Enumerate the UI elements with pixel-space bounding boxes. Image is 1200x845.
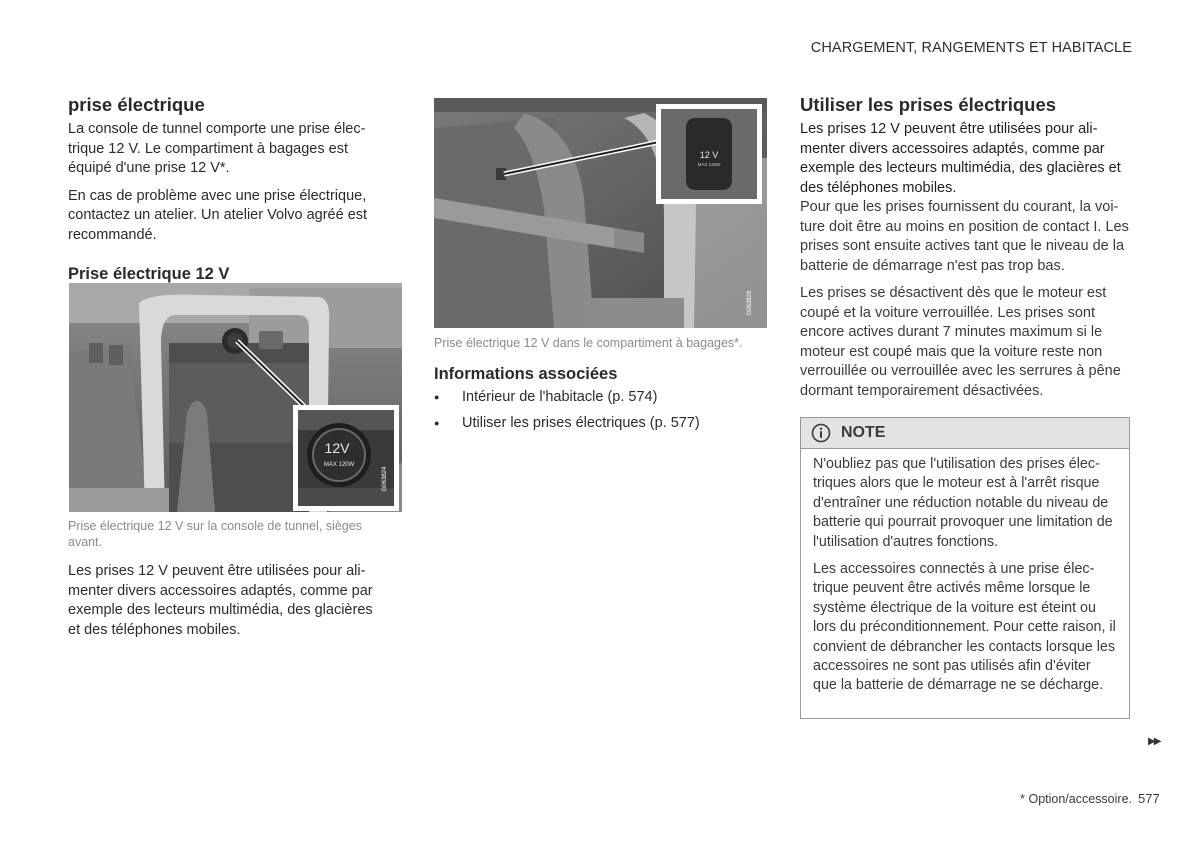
info-icon — [811, 423, 831, 443]
right-column — [800, 94, 1132, 401]
note-paragraph-1: N'oubliez pas que l'utilisation des prises électriques alors que le moteur est à l'arrêt risque d'entraîner une réduction notable du niveau de batterie qui pourrait provoquer une limitation de l'utilisation d'autres fonctions. — [813, 456, 1113, 550]
left-column — [68, 94, 388, 284]
middle-column — [434, 335, 769, 436]
right-paragraph-3: Les prises se désactivent dès que le moteur est coupé et la voiture verrouillée. Les prises sont encore actives durant 7 minutes maximum si le moteur est coupé mais que la voiture reste non verrouillée ou verrouillée avec les serrures à pêne dormant temporairement désactivées. — [800, 285, 1121, 399]
section-title-right: Utiliser les prises électriques — [800, 94, 1057, 115]
note-paragraph-2: Les accessoires connectés à une prise électrique peuvent être activés même lorsque le système électrique de la voiture est éteint ou lors du préconditionnement. Pour cette raison, il convient de débrancher les contacts lorsque les accessoires ne sont pas utilisés afin d'éviter que la batterie de démarrage ne se décharge. — [813, 561, 1116, 694]
related-info-list — [434, 384, 769, 436]
image-code: G063828 — [747, 290, 753, 316]
inset-socket-label-12v: 12 V — [699, 150, 719, 160]
left-paragraph-1: La console de tunnel comporte une prise électrique 12 V. Le compartiment à bagages est équipé d'une prise 12 V*. — [68, 121, 366, 176]
inset-socket-label-12v: 12V — [324, 440, 350, 456]
footnote: * Option/accessoire. — [1020, 792, 1132, 806]
inset-socket-label-max: MAX 120W — [323, 462, 355, 468]
left-paragraph-2: En cas de problème avec une prise électrique, contactez un atelier. Un atelier Volvo agréé est recommandé. — [68, 187, 368, 243]
right-paragraph-2: Pour que les prises fournissent du courant, la voiture doit être au moins en position de contact I. Les prises sont ensuite actives tant que le niveau de la batterie de démarrage n'est pas trop bas. — [800, 199, 1129, 274]
continue-arrows-icon: ▶▶ — [1148, 736, 1160, 747]
luggage-compartment-photo — [434, 98, 767, 328]
related-link-interior[interactable]: ● Intérieur de l'habitacle (p. 574) — [434, 384, 769, 410]
image-code: G063824 — [382, 466, 388, 492]
related-link-electrical-sockets[interactable]: ● Utiliser les prises électriques (p. 577) — [434, 410, 769, 436]
left-image-caption: Prise électrique 12 V sur la console de tunnel, sièges avant. — [68, 519, 362, 549]
section-title-left: prise électrique — [68, 94, 205, 115]
note-header — [801, 418, 1129, 449]
left-paragraph-3: Les prises 12 V peuvent être utilisées pour alimenter divers accessoires adaptés, comme par exemple des lecteurs multimédia, des glacières et des téléphones mobiles. — [68, 563, 373, 638]
right-paragraph-1: Les prises 12 V peuvent être utilisées pour alimenter divers accessoires adaptés, comme par exemple des lecteurs multimédia, des glacières et des téléphones mobiles. — [800, 121, 1121, 196]
left-column-lower — [68, 518, 388, 640]
page-number: 577 — [1138, 791, 1160, 806]
related-info-title: Informations associées — [434, 365, 618, 383]
inset-socket-label-max: MAX 120W — [697, 162, 721, 167]
luggage-compartment-illustration — [434, 98, 767, 328]
subsection-title: Prise électrique 12 V — [68, 265, 230, 283]
middle-image-caption: Prise électrique 12 V dans le compartiment à bagages*. — [434, 336, 743, 350]
running-header: CHARGEMENT, RANGEMENTS ET HABITACLE — [810, 40, 1132, 56]
note-box — [800, 417, 1130, 719]
note-title: NOTE — [841, 424, 886, 441]
tunnel-console-photo — [69, 283, 402, 512]
tunnel-console-illustration — [69, 283, 402, 512]
note-body — [801, 449, 1129, 696]
